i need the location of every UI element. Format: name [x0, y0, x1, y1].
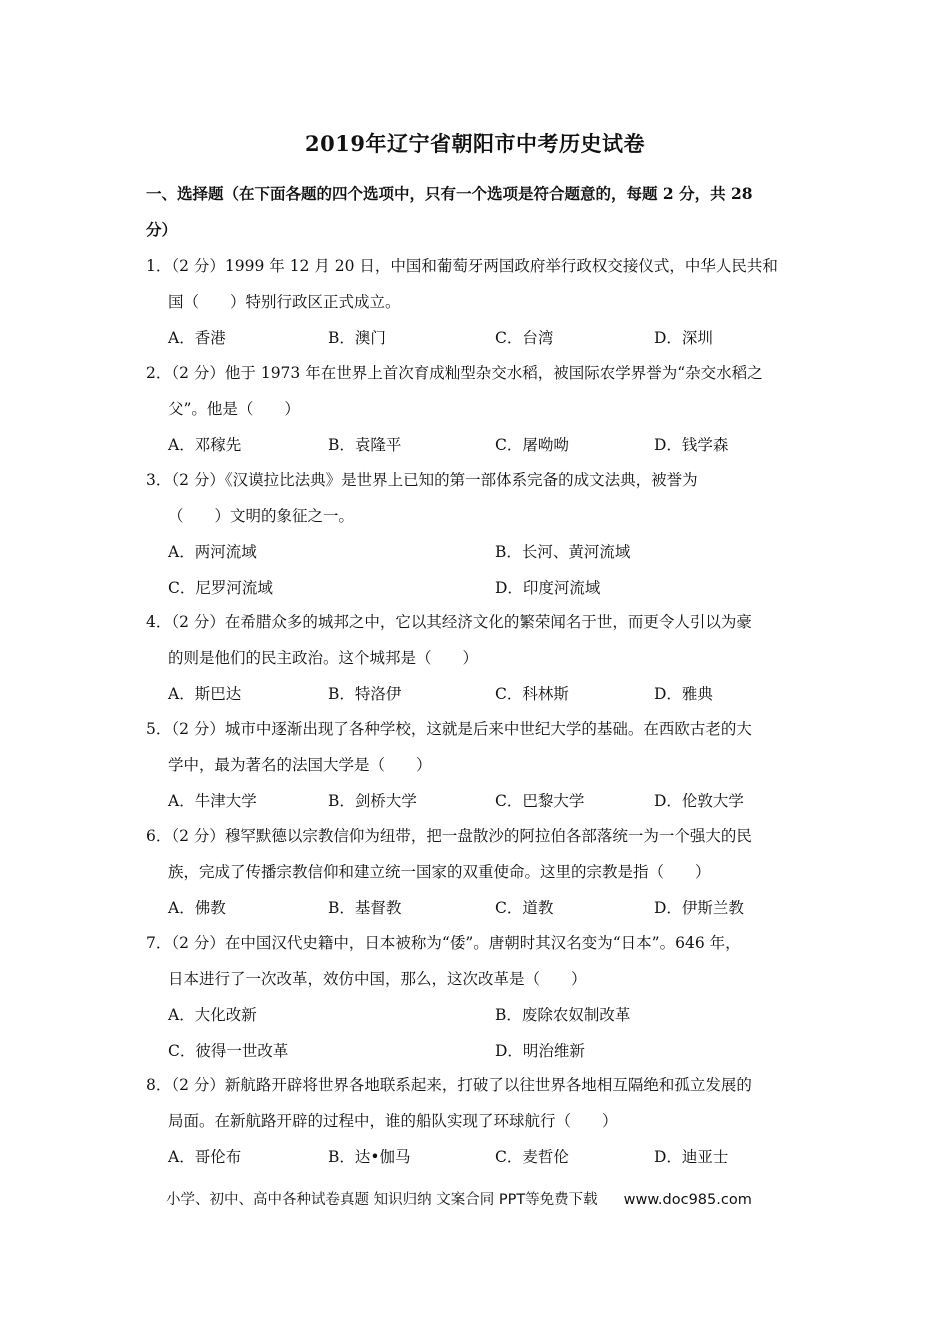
option-a: A．斯巴达 [168, 685, 242, 703]
option-row [146, 427, 818, 463]
option-b: B．达•伽马 [328, 1148, 411, 1166]
option-row [146, 1139, 818, 1175]
question-3 [146, 462, 818, 606]
question-text-cont: 父”。他是（ ） [168, 400, 300, 418]
option-c: C．麦哲伦 [495, 1148, 569, 1166]
option-c: C．巴黎大学 [495, 792, 585, 810]
option-c: C．尼罗河流域 [168, 579, 273, 597]
option-b: B．基督教 [328, 899, 402, 917]
page-title: 2019年辽宁省朝阳市中考历史试卷 [305, 131, 645, 156]
question-text-cont: 局面。在新航路开辟的过程中，谁的船队实现了环球航行（ ） [168, 1112, 618, 1130]
option-d: D．深圳 [654, 329, 713, 347]
question-text: 8．（2 分）新航路开辟将世界各地联系起来，打破了以往世界各地相互隔绝和孤立发展的 [146, 1076, 752, 1094]
section-heading-line2: 分） [146, 220, 178, 239]
option-b: B．袁隆平 [328, 436, 402, 454]
question-text: 3．（2 分）《汉谟拉比法典》是世界上已知的第一部体系完备的成文法典，被誉为 [146, 471, 698, 489]
option-a: A．邓稼先 [168, 436, 242, 454]
option-row [146, 676, 818, 712]
option-a: A．哥伦布 [168, 1148, 242, 1166]
question-1 [146, 248, 818, 356]
question-text-cont: （ ）文明的象征之一。 [168, 507, 355, 525]
option-b: B．废除农奴制改革 [495, 1006, 631, 1024]
option-c: C．彼得一世改革 [168, 1042, 289, 1060]
question-text: 1．（2 分）1999 年 12 月 20 日，中国和葡萄牙两国政府举行政权交接仪式，中华人民共和 [146, 257, 778, 275]
option-d: D．印度河流域 [495, 579, 601, 597]
question-text-cont: 的则是他们的民主政治。这个城邦是（ ） [168, 649, 479, 667]
option-a: A．佛教 [168, 899, 226, 917]
question-7 [146, 925, 818, 1069]
option-d: D．伦敦大学 [654, 792, 744, 810]
option-b: B．特洛伊 [328, 685, 402, 703]
option-d: D．迪亚士 [654, 1148, 729, 1166]
option-c: C．屠呦呦 [495, 436, 569, 454]
option-d: D．雅典 [654, 685, 713, 703]
option-row [146, 320, 818, 356]
option-d: D．伊斯兰教 [654, 899, 744, 917]
question-8 [146, 1067, 818, 1175]
option-row [146, 570, 818, 606]
option-b: B．澳门 [328, 329, 386, 347]
option-a: A．两河流域 [168, 543, 257, 561]
option-d: D．钱学森 [654, 436, 729, 454]
option-a: A．牛津大学 [168, 792, 257, 810]
option-b: B．长河、黄河流域 [495, 543, 631, 561]
question-text: 7．（2 分）在中国汉代史籍中，日本被称为“倭”。唐朝时其汉名变为“日本”。646 年， [146, 934, 741, 952]
option-c: C．台湾 [495, 329, 554, 347]
question-text-cont: 日本进行了一次改革，效仿中国，那么，这次改革是（ ） [168, 970, 587, 988]
question-text: 4．（2 分）在希腊众多的城邦之中，它以其经济文化的繁荣闻名于世，而更令人引以为豪 [146, 613, 752, 631]
question-4 [146, 604, 818, 712]
question-6 [146, 818, 818, 926]
question-text: 2．（2 分）他于 1973 年在世界上首次育成籼型杂交水稻，被国际农学界誉为“杂交水稻之 [146, 364, 763, 382]
option-c: C．道教 [495, 899, 554, 917]
question-text-cont: 国（ ）特别行政区正式成立。 [168, 293, 401, 311]
option-row [146, 1033, 818, 1069]
question-text: 5．（2 分）城市中逐渐出现了各种学校，这就是后来中世纪大学的基础。在西欧古老的大 [146, 720, 752, 738]
option-row [146, 997, 818, 1033]
question-text: 6．（2 分）穆罕默德以宗教信仰为纽带，把一盘散沙的阿拉伯各部落统一为一个强大的民 [146, 827, 752, 845]
option-c: C．科林斯 [495, 685, 569, 703]
question-5 [146, 711, 818, 819]
option-a: A．香港 [168, 329, 226, 347]
section-heading-line1: 一、选择题（在下面各题的四个选项中，只有一个选项是符合题意的，每题 2 分，共 28 [146, 184, 753, 203]
footer-text: 小学、初中、高中各种试卷真题 知识归纳 文案合同 PPT等免费下载 [166, 1192, 598, 1208]
option-row [146, 534, 818, 570]
option-row [146, 890, 818, 926]
footer-url-link[interactable]: www.doc985.com [623, 1192, 752, 1208]
question-text-cont: 族，完成了传播宗教信仰和建立统一国家的双重使命。这里的宗教是指（ ） [168, 863, 711, 881]
section-heading [146, 176, 816, 248]
question-text-cont: 学中，最为著名的法国大学是（ ） [168, 756, 432, 774]
question-2 [146, 355, 818, 463]
option-b: B．剑桥大学 [328, 792, 417, 810]
option-row [146, 783, 818, 819]
option-d: D．明治维新 [495, 1042, 585, 1060]
option-a: A．大化改新 [168, 1006, 257, 1024]
page-footer [166, 1188, 866, 1209]
